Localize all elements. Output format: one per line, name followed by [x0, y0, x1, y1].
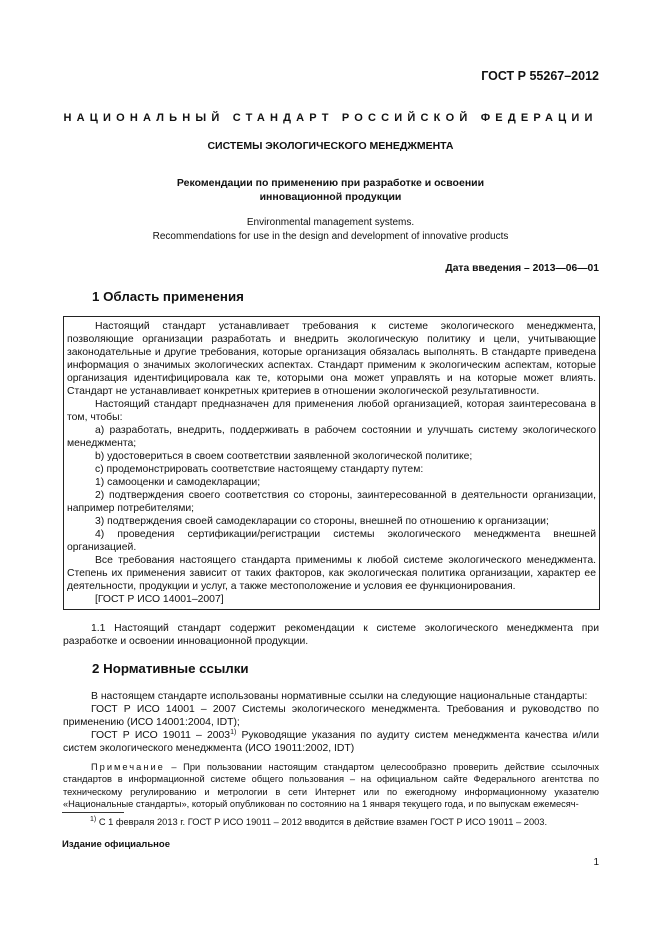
footnote-marker: 1) — [230, 729, 237, 736]
reference-code: ГОСТ Р ИСО 19011 – 2003 — [91, 730, 231, 741]
box-citation: [ГОСТ Р ИСО 14001–2007] — [95, 594, 224, 605]
box-paragraph: c) продемонстрировать соответствие настоящему стандарту путем: — [95, 464, 424, 475]
reference-item: ГОСТ Р ИСО 14001 – 2007 Системы экологического менеджмента. Требования и руководство по применению (ИСО 14001:2004, IDT); — [63, 704, 599, 728]
box-paragraph: b) удостовериться в своем соответствии заявленной экологической политике; — [95, 451, 473, 462]
note-paragraph — [63, 761, 599, 810]
subtitle-line: Рекомендации по применению при разработке и освоении — [176, 177, 485, 189]
normative-references — [63, 690, 599, 810]
box-paragraph: a) разработать, внедрить, поддерживать в рабочем состоянии и улучшать систему экологического менеджмента; — [67, 425, 596, 449]
box-paragraph: Настоящий стандарт устанавливает требования к системе экологического менеджмента, позволяющие организации разработать и внедрить экологическую политику и цели, учитывающие законодательные и другие требования, которые организация обязалась выполнять. В стандарте приведена информация о значимых экологических аспектах. Стандарт применим к экологическим аспектам, которые организация идентифицировала как те, которыми она может управлять и на которые может влиять. Стандарт не устанавливает конкретных критериев в отношении экологической результативности. — [67, 321, 596, 397]
references-intro: В настоящем стандарте использованы нормативные ссылки на следующие национальные стандарты: — [91, 691, 588, 702]
box-paragraph: Настоящий стандарт предназначен для применения любой организацией, которая заинтересована в том, чтобы: — [67, 399, 596, 423]
box-paragraph: 1) самооценки и самодекларации; — [95, 477, 261, 488]
note-label: Примечание — [91, 762, 165, 772]
section-2-heading: 2 Нормативные ссылки — [92, 661, 249, 676]
box-paragraph: 3) подтверждения своей самодекларации со стороны, внешней по отношению к организации; — [95, 516, 549, 527]
note-text: – При пользовании настоящим стандартом целесообразно проверить действие ссылочных стандартов в информационной системе общего пользования – на официальном сайте Федерального агентства по техническому регулированию и метрологии в сети Интернет или по ежегодному информационному указателю «Национальные стандарты», который опубликован по состоянию на 1 января текущего года, и по выпускам ежемесяч- — [63, 762, 599, 809]
clause-text: 1.1 Настоящий стандарт содержит рекомендации к системе экологического менеджмента при разработке и освоении инновационной продукции. — [63, 623, 599, 647]
section-1-heading: 1 Область применения — [92, 289, 244, 304]
box-paragraph: 2) подтверждения своего соответствия со стороны, заинтересованной в деятельности организации, например потребителями; — [67, 490, 596, 514]
document-title: СИСТЕМЫ ЭКОЛОГИЧЕСКОГО МЕНЕДЖМЕНТА — [207, 140, 454, 152]
quoted-scope-box — [63, 316, 600, 610]
footnote — [90, 816, 547, 829]
english-title-line: Recommendations for use in the design and development of innovative products — [152, 231, 509, 242]
footnote-mark: 1) — [90, 816, 97, 823]
document-subtitle — [62, 176, 599, 204]
document-code: ГОСТ Р 55267–2012 — [481, 69, 599, 83]
footnote-separator — [62, 812, 124, 813]
date-introduced: Дата введения – 2013—06—01 — [445, 263, 599, 274]
page-number: 1 — [593, 857, 599, 868]
english-title-line: Environmental management systems. — [246, 217, 415, 228]
reference-text: Руководящие указания по аудиту систем менеджмента качества и/или систем экологического менеджмента (ИСО 19011:2002, IDT) — [63, 730, 600, 754]
clause-1-1 — [63, 622, 599, 648]
reference-item — [63, 729, 599, 755]
subtitle-line: инновационной продукции — [259, 191, 402, 203]
english-title — [62, 216, 599, 244]
box-paragraph: 4) проведения сертификации/регистрации системы экологического менеджмента внешней организацией. — [67, 529, 596, 553]
box-paragraph: Все требования настоящего стандарта применимы к любой системе экологического менеджмента. Степень их применения зависит от таких факторов, как экологическая политика организации, характер ее деятельности, продукции и услуг, а также местоположение и условия ее функционирования. — [67, 555, 596, 592]
official-edition-label: Издание официальное — [62, 839, 170, 850]
footnote-text: С 1 февраля 2013 г. ГОСТ Р ИСО 19011 – 2012 вводится в действие взамен ГОСТ Р ИСО 19011 – 2003. — [96, 817, 548, 827]
national-standard-banner: НАЦИОНАЛЬНЫЙ СТАНДАРТ РОССИЙСКОЙ ФЕДЕРАЦИИ — [63, 112, 598, 124]
